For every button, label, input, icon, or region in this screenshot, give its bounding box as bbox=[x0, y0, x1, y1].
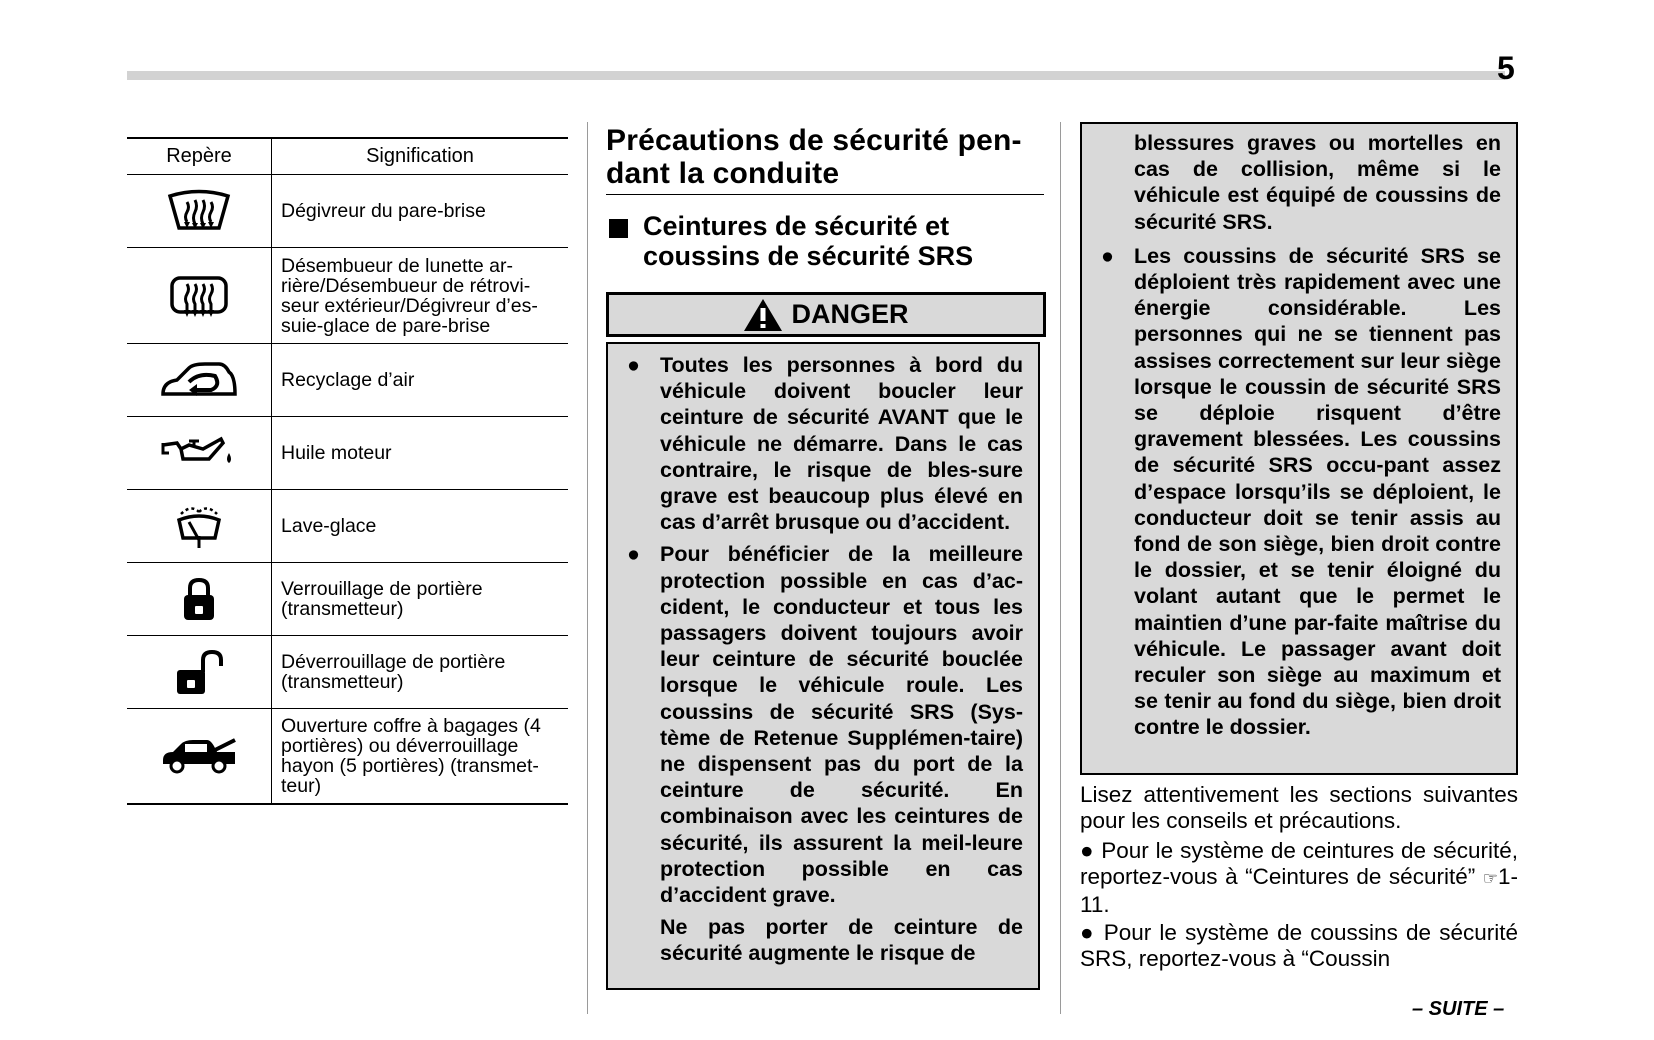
seatbelt-reference-text: Pour le système de ceintures de sécurité, reportez-vous à “Ceintures de sécurité” bbox=[1080, 838, 1518, 889]
bullet: ● bbox=[1080, 838, 1095, 863]
air-recirculation-icon bbox=[159, 360, 239, 400]
danger-box bbox=[606, 342, 1040, 990]
symbol-cell bbox=[127, 490, 272, 563]
symbol-meaning: Huile moteur bbox=[272, 417, 569, 490]
danger-item bbox=[1098, 243, 1501, 741]
table-row bbox=[127, 709, 568, 804]
symbol-cell bbox=[127, 563, 272, 636]
symbol-meaning: Recyclage d’air bbox=[272, 344, 569, 417]
column-header-meaning: Signification bbox=[272, 138, 569, 175]
door-unlock-icon bbox=[169, 648, 229, 696]
table-row bbox=[127, 490, 568, 563]
symbol-cell bbox=[127, 248, 272, 344]
section-title: Précautions de sécurité pen- dant la conduite bbox=[606, 124, 1022, 190]
danger-continuation bbox=[624, 914, 1023, 966]
subsection-marker bbox=[609, 219, 628, 238]
airbag-reference-text: Pour le système de coussins de sécurité SRS, reportez-vous à “Coussin bbox=[1080, 920, 1518, 971]
title-rule bbox=[606, 194, 1044, 195]
column-separator-left bbox=[587, 122, 588, 1014]
danger-lead-text-content: blessures graves ou mortelles en cas de collision, même si le véhicule est équipé de coussins de sécurité SRS. bbox=[1134, 131, 1501, 234]
subsection-title: Ceintures de sécurité et coussins de sécurité SRS bbox=[643, 211, 974, 271]
symbol-meaning: Ouverture coffre à bagages (4 portières) ou déverrouillage hayon (5 portières) (transmet- teur) bbox=[272, 709, 569, 804]
page-reference-link[interactable]: 1-11. bbox=[1080, 864, 1518, 917]
bullet: ● bbox=[627, 353, 640, 377]
symbol-cell bbox=[127, 417, 272, 490]
table-row bbox=[127, 248, 568, 344]
washer-icon bbox=[171, 502, 227, 550]
table-row bbox=[127, 563, 568, 636]
symbol-cell bbox=[127, 636, 272, 709]
engine-oil-icon bbox=[159, 435, 239, 471]
table-row bbox=[127, 175, 568, 248]
windshield-defroster-icon bbox=[166, 188, 232, 234]
danger-item bbox=[624, 352, 1023, 535]
table-row bbox=[127, 344, 568, 417]
symbol-cell bbox=[127, 175, 272, 248]
table-row bbox=[127, 636, 568, 709]
symbol-meaning: Déverrouillage de portière (transmetteur) bbox=[272, 636, 569, 709]
danger-item bbox=[624, 541, 1023, 908]
danger-item-text: Toutes les personnes à bord du véhicule doivent boucler leur ceinture de sécurité AVANT que le véhicule ne démarre. Dans le cas contraire, le risque de bles-sure grave est beaucoup plus élevé en cas d’arrêt brusque ou d’accident. bbox=[660, 353, 1023, 535]
door-lock-icon bbox=[181, 576, 217, 622]
trunk-open-icon bbox=[159, 736, 239, 776]
table-header-row bbox=[127, 138, 568, 175]
bullet: ● bbox=[627, 542, 640, 567]
symbol-cell bbox=[127, 709, 272, 804]
rear-defogger-icon bbox=[168, 272, 230, 320]
danger-box-continued bbox=[1080, 122, 1518, 775]
bullet: ● bbox=[1101, 243, 1114, 268]
danger-item-text: Les coussins de sécurité SRS se déploient très rapidement avec une énergie considérable. Les personnes qui ne se tiennent pas assises correctement sur leur siège lorsque le coussin de sécurité SRS se déploie risquent d’être gravement blessées. Les coussins de sécurité SRS occu-pant assez d’espace lorsqu’ils se déploient, le conducteur doit se tenir assis au fond de son siège, bien droit contre le dossier, et se tenir éloigné du volant autant que le permet le maintien d’une par-faite maîtrise du véhicule. Le passager avant doit reculer son siège au maximum et se tenir au fond du siège, bien droit contre le dossier. bbox=[1134, 243, 1501, 740]
column-header-symbol: Repère bbox=[127, 138, 272, 175]
page-number: 5 bbox=[1497, 50, 1515, 86]
airbag-reference bbox=[1080, 920, 1518, 972]
symbol-meaning: Lave-glace bbox=[272, 490, 569, 563]
header-rule bbox=[127, 71, 1505, 80]
column-separator-right bbox=[1060, 122, 1061, 1014]
symbol-table bbox=[127, 137, 568, 805]
symbol-cell bbox=[127, 344, 272, 417]
continue-label: – SUITE – bbox=[1412, 998, 1505, 1020]
seatbelt-reference bbox=[1080, 838, 1518, 918]
symbol-meaning: Désembueur de lunette ar- rière/Désembueur de rétrovi- seur extérieur/Dégivreur d’es- suie-glace de pare-brise bbox=[272, 248, 569, 344]
warning-triangle-icon bbox=[743, 298, 783, 332]
table-row bbox=[127, 417, 568, 490]
page-reference-icon: ☞ bbox=[1482, 869, 1498, 888]
symbol-meaning: Verrouillage de portière (transmetteur) bbox=[272, 563, 569, 636]
bullet: ● bbox=[1080, 920, 1096, 945]
danger-continuation-text: Ne pas porter de ceinture de sécurité augmente le risque de bbox=[660, 915, 1023, 966]
symbol-meaning: Dégivreur du pare-brise bbox=[272, 175, 569, 248]
danger-item-text: Pour bénéficier de la meilleure protection possible en cas d’ac-cident, le conducteur et tous les passagers doivent toujours avoir leur ceinture de sécurité bouclée lorsque le véhicule roule. Les coussins de sécurité SRS (Sys-tème de Retenue Supplémen-taire) ne dispensent pas du port de la ceinture de sécurité. En combinaison avec les ceintures de sécurité, ils assurent la meil-leure protection possible en cas d’accident grave. bbox=[660, 542, 1023, 908]
danger-label: DANGER bbox=[791, 299, 909, 329]
intro-paragraph: Lisez attentivement les sections suivantes pour les conseils et précautions. bbox=[1080, 782, 1518, 833]
danger-banner bbox=[606, 292, 1046, 337]
danger-lead-text bbox=[1098, 130, 1501, 235]
